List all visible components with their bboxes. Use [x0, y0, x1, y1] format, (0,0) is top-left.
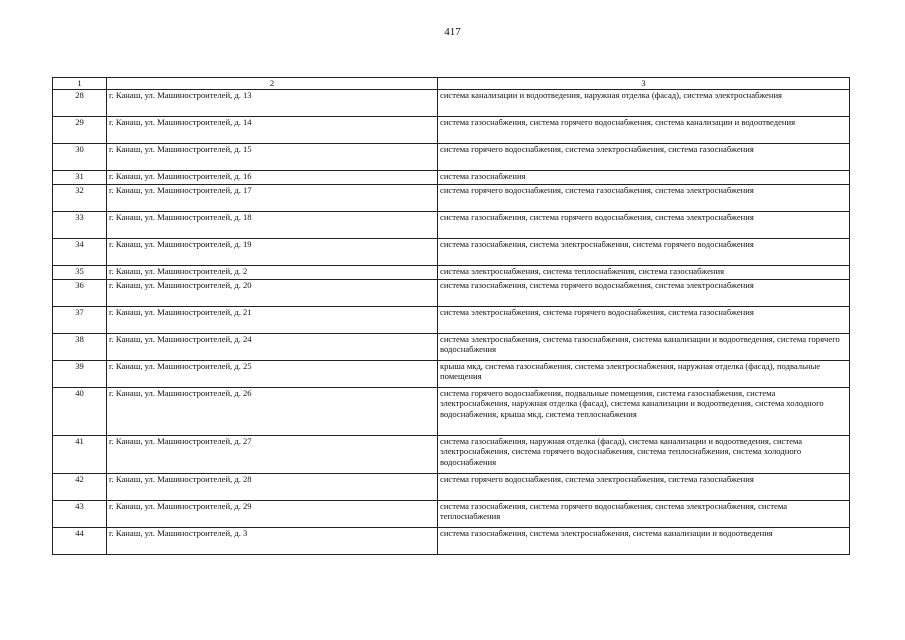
row-number: 38 [53, 333, 107, 360]
table-row [53, 238, 850, 265]
registry-table [52, 77, 850, 555]
row-systems: система газоснабжения, наружная отделка (фасад), система канализации и водоотведения, система электроснабжения, система горячего водоснабжения, система теплоснабжения, система холодного водоснабжения [438, 435, 850, 473]
table-row [53, 89, 850, 116]
row-systems: система горячего водоснабжения, система электроснабжения, система газоснабжения [438, 143, 850, 170]
row-number: 40 [53, 387, 107, 435]
column-header-systems: 3 [438, 78, 850, 90]
row-number: 31 [53, 170, 107, 184]
row-address: г. Канаш, ул. Машиностроителей, д. 16 [107, 170, 438, 184]
row-number: 32 [53, 184, 107, 211]
row-number: 39 [53, 360, 107, 387]
row-systems: система газоснабжения, система электроснабжения, система горячего водоснабжения [438, 238, 850, 265]
row-number: 43 [53, 500, 107, 527]
row-address: г. Канаш, ул. Машиностроителей, д. 17 [107, 184, 438, 211]
row-number: 28 [53, 89, 107, 116]
row-address: г. Канаш, ул. Машиностроителей, д. 15 [107, 143, 438, 170]
table-row [53, 116, 850, 143]
row-systems: крыша мкд, система газоснабжения, система электроснабжения, наружная отделка (фасад), подвальные помещения [438, 360, 850, 387]
table-row [53, 435, 850, 473]
table-row [53, 143, 850, 170]
table-header-row [53, 78, 850, 90]
row-systems: система газоснабжения, система горячего водоснабжения, система электроснабжения, система теплоснабжения [438, 500, 850, 527]
table-row [53, 387, 850, 435]
column-header-address: 2 [107, 78, 438, 90]
row-systems: система горячего водоснабжения, система газоснабжения, система электроснабжения [438, 184, 850, 211]
row-address: г. Канаш, ул. Машиностроителей, д. 13 [107, 89, 438, 116]
row-number: 42 [53, 473, 107, 500]
row-address: г. Канаш, ул. Машиностроителей, д. 2 [107, 265, 438, 279]
table-row [53, 473, 850, 500]
row-number: 36 [53, 279, 107, 306]
row-number: 41 [53, 435, 107, 473]
table-row [53, 527, 850, 554]
table-row [53, 170, 850, 184]
row-address: г. Канаш, ул. Машиностроителей, д. 19 [107, 238, 438, 265]
row-systems: система газоснабжения [438, 170, 850, 184]
row-systems: система горячего водоснабжения, подвальные помещения, система газоснабжения, система электроснабжения, наружная отделка (фасад), система канализации и водоотведения, система холодного водоснабжения, крыша мкд, система теплоснабжения [438, 387, 850, 435]
row-address: г. Канаш, ул. Машиностроителей, д. 25 [107, 360, 438, 387]
column-header-number: 1 [53, 78, 107, 90]
row-address: г. Канаш, ул. Машиностроителей, д. 29 [107, 500, 438, 527]
row-address: г. Канаш, ул. Машиностроителей, д. 27 [107, 435, 438, 473]
table-row [53, 360, 850, 387]
row-number: 44 [53, 527, 107, 554]
row-systems: система электроснабжения, система теплоснабжения, система газоснабжения [438, 265, 850, 279]
table-row [53, 211, 850, 238]
row-number: 35 [53, 265, 107, 279]
row-number: 29 [53, 116, 107, 143]
table-row [53, 184, 850, 211]
row-systems: система газоснабжения, система горячего водоснабжения, система электроснабжения [438, 279, 850, 306]
row-systems: система канализации и водоотведения, наружная отделка (фасад), система электроснабжения [438, 89, 850, 116]
row-systems: система газоснабжения, система горячего водоснабжения, система канализации и водоотведения [438, 116, 850, 143]
row-systems: система электроснабжения, система газоснабжения, система канализации и водоотведения, система горячего водоснабжения [438, 333, 850, 360]
row-address: г. Канаш, ул. Машиностроителей, д. 26 [107, 387, 438, 435]
table-row [53, 279, 850, 306]
table-row [53, 500, 850, 527]
row-systems: система горячего водоснабжения, система электроснабжения, система газоснабжения [438, 473, 850, 500]
row-address: г. Канаш, ул. Машиностроителей, д. 14 [107, 116, 438, 143]
table-row [53, 306, 850, 333]
page-number: 417 [444, 26, 461, 38]
row-systems: система газоснабжения, система электроснабжения, система канализации и водоотведения [438, 527, 850, 554]
row-address: г. Канаш, ул. Машиностроителей, д. 28 [107, 473, 438, 500]
row-number: 30 [53, 143, 107, 170]
row-address: г. Канаш, ул. Машиностроителей, д. 24 [107, 333, 438, 360]
table-row [53, 333, 850, 360]
row-number: 34 [53, 238, 107, 265]
row-systems: система электроснабжения, система горячего водоснабжения, система газоснабжения [438, 306, 850, 333]
row-address: г. Канаш, ул. Машиностроителей, д. 21 [107, 306, 438, 333]
row-number: 33 [53, 211, 107, 238]
row-systems: система газоснабжения, система горячего водоснабжения, система электроснабжения [438, 211, 850, 238]
table-row [53, 265, 850, 279]
row-number: 37 [53, 306, 107, 333]
row-address: г. Канаш, ул. Машиностроителей, д. 20 [107, 279, 438, 306]
row-address: г. Канаш, ул. Машиностроителей, д. 3 [107, 527, 438, 554]
row-address: г. Канаш, ул. Машиностроителей, д. 18 [107, 211, 438, 238]
